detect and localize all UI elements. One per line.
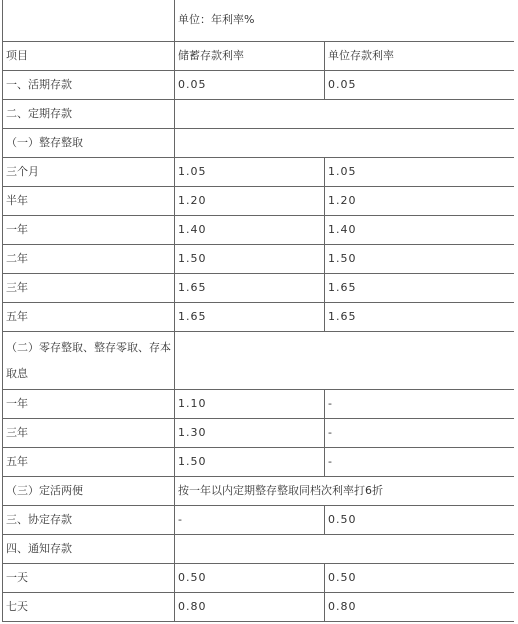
unit-rate: 1.40 bbox=[325, 216, 515, 245]
table-row bbox=[3, 129, 515, 158]
row-item: 一年 bbox=[3, 390, 175, 419]
savings-rate: 1.50 bbox=[175, 245, 325, 274]
row-item: 二年 bbox=[3, 245, 175, 274]
table-row bbox=[3, 216, 515, 245]
row-item: 三年 bbox=[3, 274, 175, 303]
table-row bbox=[3, 71, 515, 100]
savings-rate: 1.10 bbox=[175, 390, 325, 419]
header-unit-rate: 单位存款利率 bbox=[325, 42, 515, 71]
header-savings-rate: 储蓄存款利率 bbox=[175, 42, 325, 71]
row-item: 三个月 bbox=[3, 158, 175, 187]
unit-rate: 1.05 bbox=[325, 158, 515, 187]
savings-rate: 0.50 bbox=[175, 564, 325, 593]
savings-rate: 1.05 bbox=[175, 158, 325, 187]
unit-rate: 1.65 bbox=[325, 274, 515, 303]
savings-rate: 1.50 bbox=[175, 448, 325, 477]
row-item: 五年 bbox=[3, 448, 175, 477]
row-item: 四、通知存款 bbox=[3, 535, 175, 564]
table-row bbox=[3, 535, 515, 564]
table-row bbox=[3, 593, 515, 622]
rate-table-container bbox=[2, 0, 514, 624]
deposit-rate-table bbox=[2, 0, 514, 622]
empty-merged-cell bbox=[175, 100, 515, 129]
unit-rate: 0.50 bbox=[325, 506, 515, 535]
empty-merged-cell bbox=[175, 332, 515, 390]
merged-rate-note: 按一年以内定期整存整取同档次利率打6折 bbox=[175, 477, 515, 506]
row-item: 半年 bbox=[3, 187, 175, 216]
row-item: （三）定活两便 bbox=[3, 477, 175, 506]
row-item: 二、定期存款 bbox=[3, 100, 175, 129]
savings-rate: 1.30 bbox=[175, 419, 325, 448]
unit-rate: 0.50 bbox=[325, 564, 515, 593]
table-row bbox=[3, 448, 515, 477]
table-row bbox=[3, 158, 515, 187]
savings-rate: 0.80 bbox=[175, 593, 325, 622]
unit-rate: - bbox=[325, 448, 515, 477]
savings-rate: 1.65 bbox=[175, 274, 325, 303]
unit-rate: - bbox=[325, 419, 515, 448]
unit-rate: 0.05 bbox=[325, 71, 515, 100]
table-row bbox=[3, 187, 515, 216]
table-row bbox=[3, 332, 515, 390]
row-item: 三年 bbox=[3, 419, 175, 448]
table-row bbox=[3, 564, 515, 593]
row-item: 一天 bbox=[3, 564, 175, 593]
unit-rate: 0.80 bbox=[325, 593, 515, 622]
unit-rate: 1.50 bbox=[325, 245, 515, 274]
empty-merged-cell bbox=[175, 535, 515, 564]
table-row bbox=[3, 100, 515, 129]
row-item: 一年 bbox=[3, 216, 175, 245]
table-row bbox=[3, 477, 515, 506]
unit-row bbox=[3, 0, 515, 42]
blank-corner-cell bbox=[3, 0, 175, 42]
savings-rate: - bbox=[175, 506, 325, 535]
table-row bbox=[3, 274, 515, 303]
empty-merged-cell bbox=[175, 129, 515, 158]
unit-rate: 1.65 bbox=[325, 303, 515, 332]
savings-rate: 1.20 bbox=[175, 187, 325, 216]
unit-label: 单位：年利率% bbox=[175, 0, 515, 42]
row-item: 五年 bbox=[3, 303, 175, 332]
unit-rate: - bbox=[325, 390, 515, 419]
table-row bbox=[3, 390, 515, 419]
row-item: 一、活期存款 bbox=[3, 71, 175, 100]
row-item: （一）整存整取 bbox=[3, 129, 175, 158]
row-item: （二）零存整取、整存零取、存本取息 bbox=[3, 332, 175, 390]
savings-rate: 0.05 bbox=[175, 71, 325, 100]
table-row bbox=[3, 506, 515, 535]
row-item: 三、协定存款 bbox=[3, 506, 175, 535]
header-row bbox=[3, 42, 515, 71]
unit-rate: 1.20 bbox=[325, 187, 515, 216]
row-item: 七天 bbox=[3, 593, 175, 622]
savings-rate: 1.40 bbox=[175, 216, 325, 245]
table-row bbox=[3, 245, 515, 274]
savings-rate: 1.65 bbox=[175, 303, 325, 332]
header-item: 项目 bbox=[3, 42, 175, 71]
table-row bbox=[3, 419, 515, 448]
table-row bbox=[3, 303, 515, 332]
